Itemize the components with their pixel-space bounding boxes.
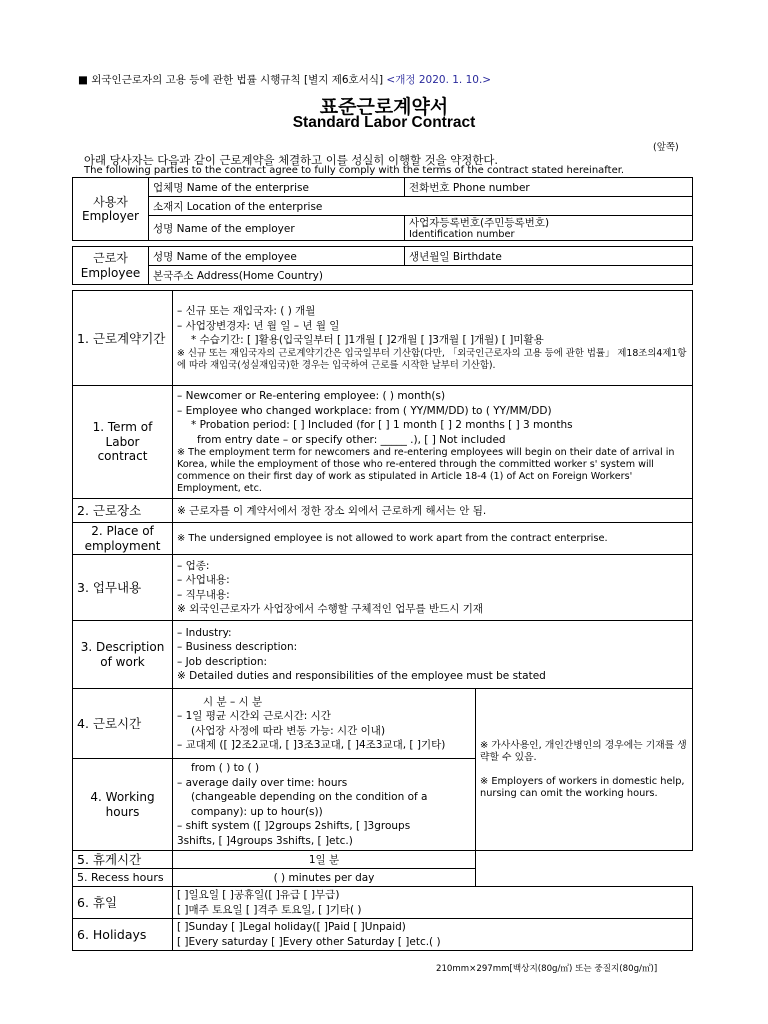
enterprise-name-field[interactable]: 업체명 Name of the enterprise (149, 178, 405, 197)
phone-field[interactable]: 전화번호 Phone number (405, 178, 693, 197)
employer-label: 사용자 Employer (73, 178, 149, 241)
employer-name-field[interactable]: 성명 Name of the employer (149, 216, 405, 241)
header-bullet: ■ (78, 74, 88, 86)
birthdate-field[interactable]: 생년월일 Birthdate (405, 247, 693, 266)
term-ko-cell: – 신규 또는 재입국자: ( ) 개월 – 사업장변경자: 년 월 일 – 년 월 일 * 수습기간: [ ]활용(입국일부터 [ ]1개월 [ ]2개월 [ ]3개월 [ ]개월) [ ]미활용 ※ 신규 또는 재입국자의 근로계약기간은 입국일부터 기산함(다만, 「외국인근로자의 고용 등에 관한 법률」 제18조의4제1항에 따라 재입국(성실재입국)한 경우는 입국하여 근로를 시작한 날부터 기산함). (173, 291, 693, 386)
hours-label-ko: 4. 근로시간 (73, 689, 173, 759)
place-label-ko: 2. 근로장소 (73, 499, 173, 523)
party-table (72, 177, 693, 285)
intro-ko: 아래 당사자는 다음과 같이 근로계약을 체결하고 이를 성실히 이행할 것을 약정한다. (84, 153, 498, 167)
location-field[interactable]: 소재지 Location of the enterprise (149, 197, 693, 216)
hours-en-cell: from ( ) to ( ) – average daily over time: hours (changeable depending on the condition of a company): up to hour(s)) – shift system ([ ]2groups 2shifts, [ ]3groups 3shifts, [ ]4groups 3shifts, [ ]etc.) (173, 759, 476, 851)
form-header (78, 72, 491, 87)
recess-en-field[interactable]: ( ) minutes per day (173, 869, 476, 887)
holidays-ko-cell: [ ]일요일 [ ]공휴일([ ]유급 [ ]무급) [ ]매주 토요일 [ ]격주 토요일, [ ]기타( ) (173, 887, 693, 919)
place-ko-text: ※ 근로자를 이 계약서에서 정한 장소 외에서 근로하게 해서는 안 됨. (173, 499, 693, 523)
place-label-en: 2. Place of employment (73, 523, 173, 555)
recess-blank (476, 851, 693, 887)
holidays-en-cell: [ ]Sunday [ ]Legal holiday([ ]Paid [ ]Unpaid) [ ]Every saturday [ ]Every other Saturday [ ]etc.( ) (173, 919, 693, 951)
terms-table (72, 290, 693, 951)
holidays-label-en: 6. Holidays (73, 919, 173, 951)
intro-en: The following parties to the contract agree to fully comply with the terms of the contract stated hereinafter. (84, 165, 625, 176)
holidays-label-ko: 6. 휴일 (73, 887, 173, 919)
hours-ko-cell: 시 분 – 시 분 – 1일 평균 시간외 근로시간: 시간 (사업장 사정에 따라 변동 가능: 시간 이내) – 교대제 ([ ]2조2교대, [ ]3조3교대, [ ]4조3교대, [ ]기타) (173, 689, 476, 759)
hours-note-cell: ※ 가사사용인, 개인간병인의 경우에는 기재를 생략할 수 있음. ※ Employers of workers in domestic help, nursing can omit the working hours. (476, 689, 693, 851)
hours-label-en: 4. Working hours (73, 759, 173, 851)
address-field[interactable]: 본국주소 Address(Home Country) (149, 266, 693, 285)
footer-paper-spec: 210mm×297mm[백상지(80g/㎡) 또는 중질지(80g/㎡)] (436, 964, 658, 974)
title-en: Standard Labor Contract (292, 114, 476, 131)
recess-ko-field[interactable]: 1일 분 (173, 851, 476, 869)
employee-name-field[interactable]: 성명 Name of the employee (149, 247, 405, 266)
header-revision: <개정 2020. 1. 10.> (386, 74, 492, 86)
work-label-ko: 3. 업무내용 (73, 555, 173, 621)
employee-label: 근로자 Employee (73, 247, 149, 285)
header-rule-text: 외국인근로자의 고용 등에 관한 법률 시행규칙 [별지 제6호서식] (91, 74, 384, 86)
work-en-cell: – Industry: – Business description: – Job description: ※ Detailed duties and responsibilities of the employee must be stated (173, 621, 693, 689)
recess-label-ko: 5. 휴게시간 (73, 851, 173, 869)
side-mark: (앞쪽) (653, 142, 679, 153)
term-label-ko: 1. 근로계약기간 (73, 291, 173, 386)
place-en-text: ※ The undersigned employee is not allowed to work apart from the contract enterprise. (173, 523, 693, 555)
work-ko-cell: – 업종: – 사업내용: – 직무내용: ※ 외국인근로자가 사업장에서 수행할 구체적인 업무를 반드시 기재 (173, 555, 693, 621)
recess-label-en: 5. Recess hours (73, 869, 173, 887)
work-label-en: 3. Description of work (73, 621, 173, 689)
term-label-en: 1. Term of Labor contract (73, 386, 173, 499)
term-en-cell: – Newcomer or Re-entering employee: ( ) month(s) – Employee who changed workplace: from ( YY/MM/DD) to ( YY/MM/DD) * Probation period: [ ] Included (for [ ] 1 month [ ] 2 months [ ] 3 months from entry date – or specify other: _____ .), [ ] Not included ※ The employment term for newcomers and re-entering employees will begin on their date of arrival in Korea, while the employment of those who re-entered through the committed worker s' system will commence on their first day of work as stipulated in Article 18-4 (1) of Act on Foreign Workers' Employment, etc. (173, 386, 693, 499)
title-ko: 표준근로계약서 (319, 96, 449, 118)
identification-field[interactable]: 사업자등록번호(주민등록번호) Identification number (405, 216, 693, 241)
